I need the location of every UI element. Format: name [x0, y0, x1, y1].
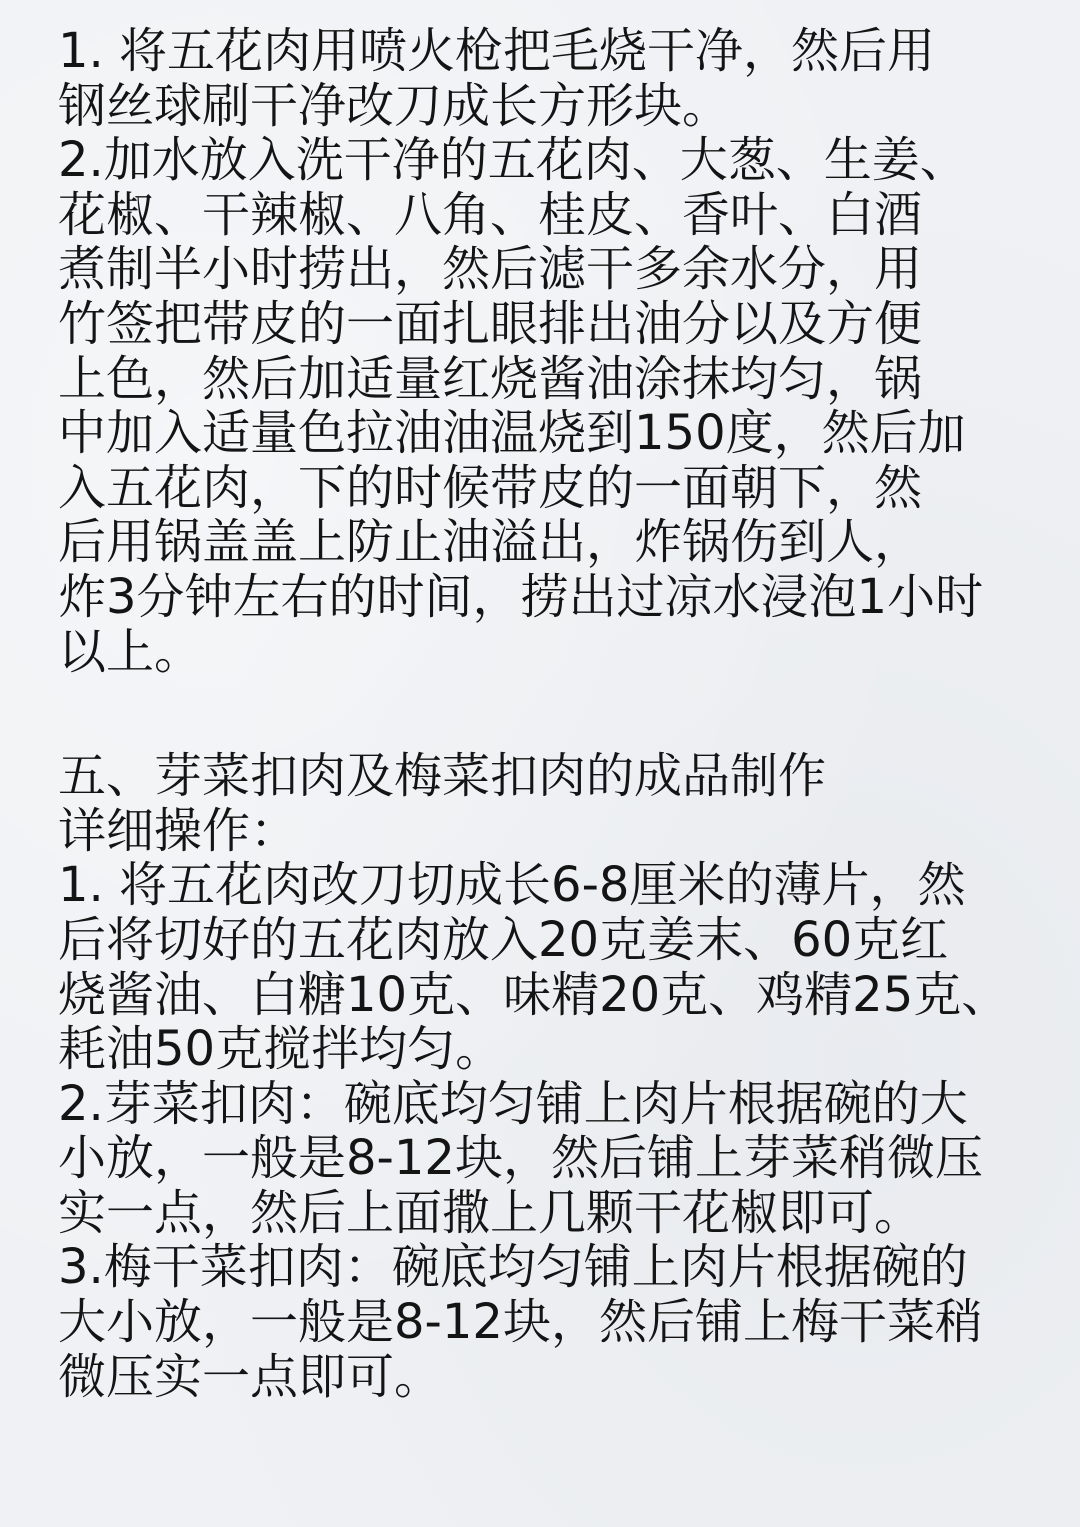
text-line: 1. 将五花肉改刀切成长6-8厘米的薄片，然	[58, 857, 966, 914]
text-line: 入五花肉，下的时候带皮的一面朝下，然	[58, 459, 923, 516]
text-line: 微压实一点即可。	[58, 1348, 443, 1405]
text-line: 烧酱油、白糖10克、味精20克、鸡精25克、	[58, 966, 1010, 1023]
text-line: 2.加水放入洗干净的五花肉、大葱、生姜、	[58, 132, 968, 189]
text-line: 中加入适量色拉油油温烧到150度，然后加	[58, 405, 966, 462]
text-line: 2.芽菜扣肉：碗底均匀铺上肉片根据碗的大	[58, 1075, 968, 1132]
text-line: 花椒、干辣椒、八角、桂皮、香叶、白酒	[58, 186, 923, 243]
text-line: 3.梅干菜扣肉：碗底均匀铺上肉片根据碗的	[58, 1239, 968, 1296]
text-line: 煮制半小时捞出，然后滤干多余水分，用	[58, 241, 923, 298]
text-line: 实一点，然后上面撒上几颗干花椒即可。	[58, 1184, 923, 1241]
text-line: 小放，一般是8-12块，然后铺上芽菜稍微压	[58, 1130, 983, 1187]
subheading: 详细操作：	[58, 802, 299, 859]
text-line: 耗油50克搅拌均匀。	[58, 1021, 504, 1078]
section-heading: 五、芽菜扣肉及梅菜扣肉的成品制作	[58, 748, 827, 805]
text-line: 钢丝球刷干净改刀成长方形块。	[58, 77, 731, 134]
text-line: 竹签把带皮的一面扎眼排出油分以及方便	[58, 295, 923, 352]
text-line: 1. 将五花肉用喷火枪把毛烧干净，然后用	[58, 23, 936, 79]
text-line: 后将切好的五花肉放入20克姜末、60克红	[58, 911, 949, 968]
text-line: 以上。	[58, 623, 203, 680]
text-line: 大小放，一般是8-12块，然后铺上梅干菜稍	[58, 1294, 983, 1351]
text-line: 炸3分钟左右的时间，捞出过凉水浸泡1小时	[58, 568, 984, 625]
text-line: 上色，然后加适量红烧酱油涂抹均匀，锅	[58, 350, 923, 407]
section-four-text	[58, 24, 1040, 679]
text-line: 后用锅盖盖上防止油溢出，炸锅伤到人，	[58, 514, 923, 571]
section-five-text	[58, 749, 1040, 1404]
section-spacer	[58, 679, 1040, 749]
